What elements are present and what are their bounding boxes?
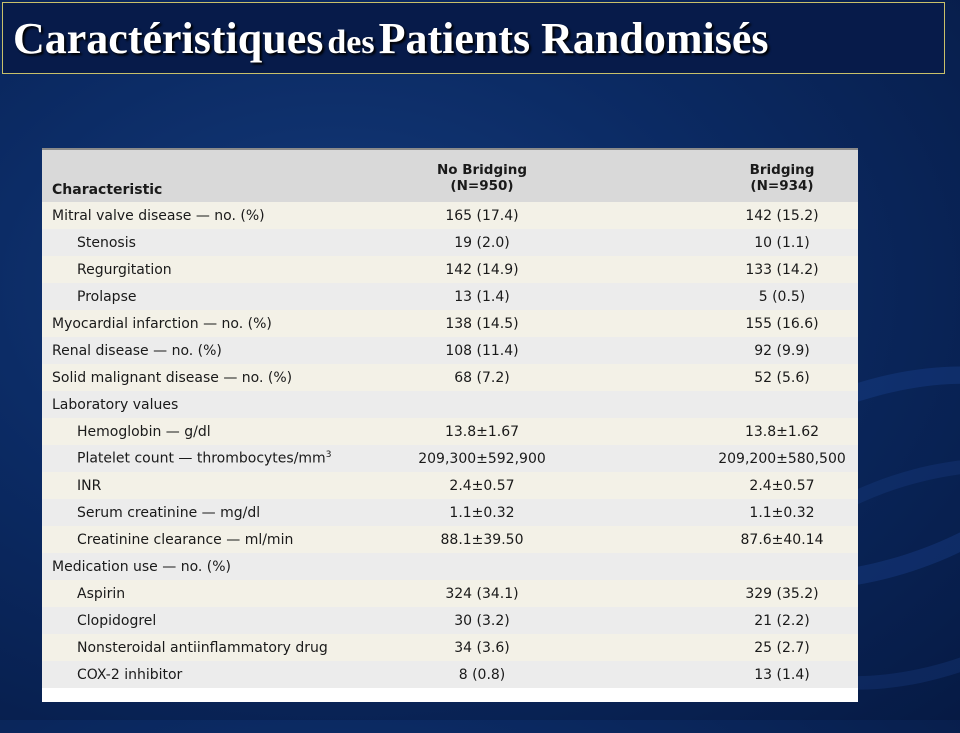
cell-bridging: 133 (14.2) — [745, 261, 819, 278]
row-label-superscript: 3 — [325, 450, 332, 461]
table-row — [42, 661, 858, 688]
cell-no-bridging: 19 (2.0) — [454, 234, 510, 251]
header-no-bridging-label: No Bridging — [436, 162, 528, 178]
row-label — [77, 289, 136, 305]
row-label — [77, 262, 172, 278]
row-label-text: COX-2 inhibitor — [77, 666, 183, 683]
row-label-text: Clopidogrel — [77, 612, 157, 629]
row-label-text: Renal disease — no. (%) — [52, 342, 222, 359]
table-row — [42, 634, 858, 661]
cell-bridging: 155 (16.6) — [745, 315, 819, 332]
cell-bridging: 13 (1.4) — [754, 666, 810, 683]
row-label-text: Platelet count — thrombocytes/mm — [77, 450, 326, 467]
cell-bridging: 52 (5.6) — [754, 369, 810, 386]
cell-no-bridging: 13.8±1.67 — [444, 423, 520, 440]
row-label-text: Serum creatinine — mg/dl — [77, 504, 261, 521]
table-row — [42, 337, 858, 364]
row-label-text: INR — [77, 477, 102, 494]
slide-title-bar — [2, 2, 945, 74]
cell-no-bridging: 324 (34.1) — [445, 585, 519, 602]
title-part-3: Patients Randomisés — [378, 13, 769, 63]
cell-no-bridging: 1.1±0.32 — [449, 504, 515, 521]
table-row — [42, 472, 858, 499]
table-row — [42, 553, 858, 580]
row-label — [77, 505, 260, 521]
header-bridging-n: (N=934) — [750, 178, 814, 194]
cell-no-bridging: 138 (14.5) — [445, 315, 519, 332]
cell-bridging: 21 (2.2) — [754, 612, 810, 629]
row-label — [77, 478, 101, 494]
row-label-text: Mitral valve disease — no. (%) — [52, 207, 265, 224]
cell-no-bridging: 2.4±0.57 — [449, 477, 515, 494]
row-label — [52, 208, 265, 224]
table-row — [42, 418, 858, 445]
row-label-text: Creatinine clearance — ml/min — [77, 531, 294, 548]
row-label-text: Hemoglobin — g/dl — [77, 423, 211, 440]
cell-bridging: 13.8±1.62 — [744, 423, 820, 440]
table-row — [42, 499, 858, 526]
cell-bridging: 142 (15.2) — [745, 207, 819, 224]
row-label — [77, 450, 331, 467]
row-label-text: Prolapse — [77, 288, 137, 305]
row-label-text: Medication use — no. (%) — [52, 558, 232, 575]
table-row — [42, 229, 858, 256]
cell-no-bridging: 209,300±592,900 — [418, 450, 546, 467]
slide-title — [13, 13, 769, 64]
cell-bridging: 5 (0.5) — [758, 288, 806, 305]
row-label — [77, 667, 182, 683]
row-label — [52, 559, 231, 575]
row-label — [77, 586, 125, 602]
cell-bridging: 10 (1.1) — [754, 234, 810, 251]
table-body — [42, 202, 858, 688]
row-label — [52, 397, 178, 413]
row-label — [52, 316, 272, 332]
cell-bridging: 2.4±0.57 — [749, 477, 815, 494]
cell-no-bridging: 30 (3.2) — [454, 612, 510, 629]
header-bridging-label: Bridging — [749, 162, 815, 178]
row-label-text: Regurgitation — [77, 261, 172, 278]
header-no-bridging — [392, 162, 572, 194]
row-label — [77, 640, 328, 656]
title-part-2: des — [327, 23, 375, 61]
cell-bridging: 87.6±40.14 — [740, 531, 824, 548]
row-label-text: Solid malignant disease — no. (%) — [52, 369, 293, 386]
header-characteristic: Characteristic — [52, 182, 163, 198]
table-row — [42, 256, 858, 283]
table-row — [42, 364, 858, 391]
characteristics-table — [42, 148, 858, 702]
title-part-1: Caractéristiques — [13, 13, 324, 63]
row-label-text: Aspirin — [77, 585, 126, 602]
cell-no-bridging: 108 (11.4) — [445, 342, 519, 359]
row-label — [77, 613, 156, 629]
table-row — [42, 607, 858, 634]
row-label — [52, 343, 222, 359]
table-row — [42, 391, 858, 418]
row-label-text: Stenosis — [77, 234, 136, 251]
table-row — [42, 283, 858, 310]
cell-no-bridging: 88.1±39.50 — [440, 531, 524, 548]
cell-no-bridging: 13 (1.4) — [454, 288, 510, 305]
cell-bridging: 209,200±580,500 — [718, 450, 846, 467]
table-row — [42, 202, 858, 229]
row-label-text: Nonsteroidal antiinflammatory drug — [77, 639, 328, 656]
table-row — [42, 526, 858, 553]
cell-bridging: 25 (2.7) — [754, 639, 810, 656]
cell-bridging: 329 (35.2) — [745, 585, 819, 602]
row-label-text: Laboratory values — [52, 396, 179, 413]
table-header — [42, 148, 858, 202]
row-label — [77, 424, 211, 440]
header-no-bridging-n: (N=950) — [450, 178, 514, 194]
cell-no-bridging: 34 (3.6) — [454, 639, 510, 656]
cell-bridging: 92 (9.9) — [754, 342, 810, 359]
cell-no-bridging: 68 (7.2) — [454, 369, 510, 386]
cell-no-bridging: 142 (14.9) — [445, 261, 519, 278]
table-row — [42, 445, 858, 472]
cell-no-bridging: 8 (0.8) — [458, 666, 506, 683]
row-label — [52, 370, 292, 386]
cell-bridging: 1.1±0.32 — [749, 504, 815, 521]
header-bridging — [692, 162, 858, 194]
row-label-text: Myocardial infarction — no. (%) — [52, 315, 272, 332]
cell-no-bridging: 165 (17.4) — [445, 207, 519, 224]
row-label — [77, 235, 136, 251]
table-row — [42, 580, 858, 607]
table-row — [42, 310, 858, 337]
row-label — [77, 532, 293, 548]
